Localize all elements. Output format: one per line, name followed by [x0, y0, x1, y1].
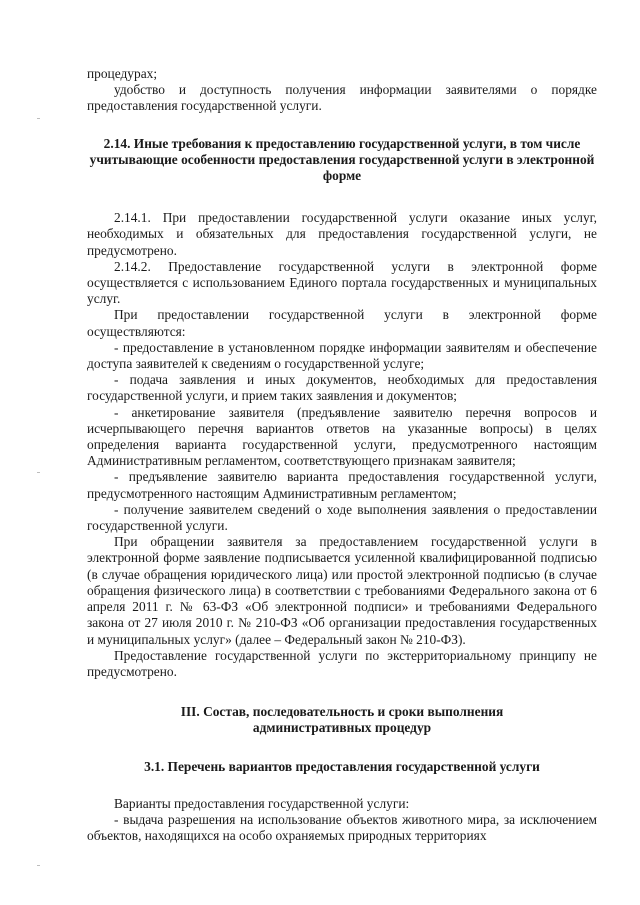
list-item: - подача заявления и иных документов, необходимых для предоставления государственной услуги, и прием таких заявления и документов; — [87, 372, 597, 404]
margin-mark — [37, 865, 40, 866]
paragraph: Предоставление государственной услуги по экстерриториальному принципу не предусмотрено. — [87, 647, 597, 679]
list-item: - предъявление заявителю варианта предоставления государственной услуги, предусмотренного настоящим Административным регламентом; — [87, 469, 597, 501]
document-body — [87, 66, 597, 844]
list-item: - получение заявителем сведений о ходе выполнения заявления о предоставлении государственной услуги. — [87, 501, 597, 534]
paragraph: При предоставлении государственной услуги в электронной форме осуществляются: — [87, 307, 597, 339]
margin-mark — [37, 472, 40, 473]
section-heading-3-1: 3.1. Перечень вариантов предоставления государственной услуги — [144, 758, 540, 774]
list-item: - предоставление в установленном порядке информации заявителям и обеспечение доступа заявителей к сведениям о государственной услуге; — [87, 339, 597, 372]
list-item: - выдача разрешения на использование объектов животного мира, за исключением объектов, находящихся на особо охраняемых природных территориях — [87, 811, 597, 844]
chapter-heading-iii: III. Состав, последовательность и сроки выполнения административных процедур — [180, 704, 504, 736]
paragraph: процедурах; — [87, 66, 158, 81]
list-item: - анкетирование заявителя (предъявление заявителю перечня вопросов и исчерпывающего перечня вариантов ответов на указанные вопросы) в целях определения варианта государственной услуги, предусмотренного настоящим Административным регламентом, соответствующего признакам заявителя; — [87, 404, 597, 469]
paragraph: 2.14.2. Предоставление государственной услуги в электронной форме осуществляется с использованием Единого портала государственных и муниципальных услуг. — [87, 258, 597, 307]
paragraph: удобство и доступность получения информации заявителями о порядке предоставления государственной услуги. — [87, 82, 597, 114]
paragraph: Варианты предоставления государственной услуги: — [114, 795, 410, 811]
section-heading-2-14: 2.14. Иные требования к предоставлению государственной услуги, в том числе учитывающие особенности предоставления государственной услуги в электронной форме — [89, 135, 595, 184]
margin-mark — [37, 118, 40, 119]
paragraph: При обращении заявителя за предоставлением государственной услуги в электронной форме заявление подписывается усиленной квалифицированной подписью (в случае обращения юридического лица) или простой электронной подписью (в случае обращения физического лица) в соответствии с требованиями Федерального закона от 6 апреля 2011 г. № 63-ФЗ «Об электронной подписи» и требованиями Федерального закона от 27 июля 2010 г. № 210-ФЗ «Об организации предоставления государственных и муниципальных услуг» (далее – Федеральный закон № 210-ФЗ). — [87, 534, 597, 647]
paragraph: 2.14.1. При предоставлении государственной услуги оказание иных услуг, необходимых и обязательных для предоставления государственной услуги, не предусмотрено. — [87, 210, 597, 258]
